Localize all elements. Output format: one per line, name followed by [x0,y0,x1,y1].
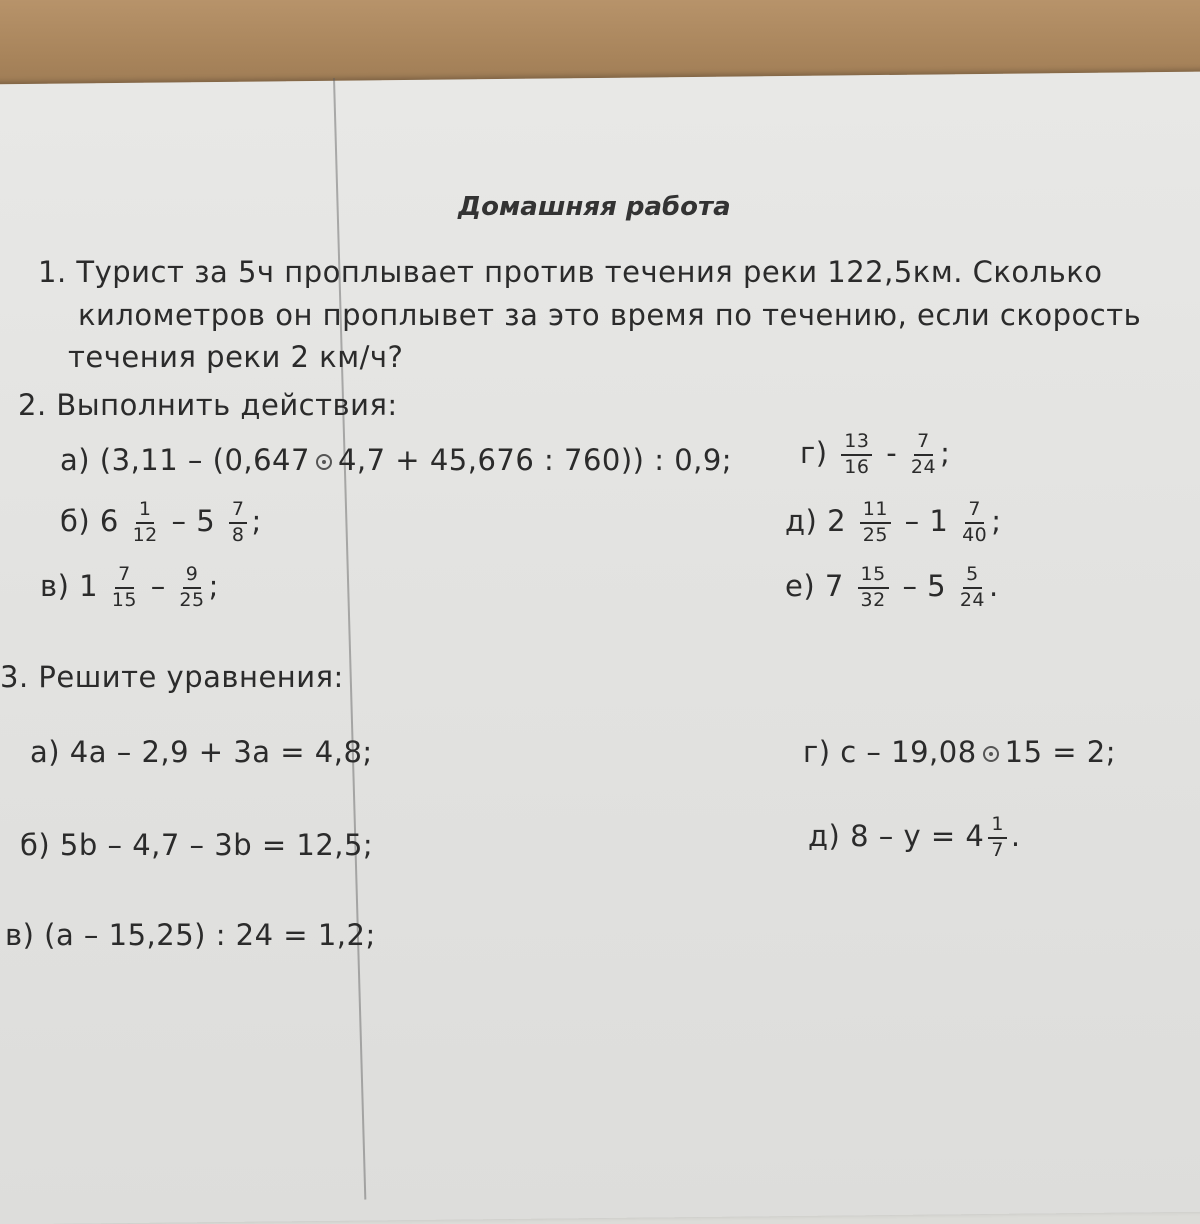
task3-item-d [808,815,1021,861]
numerator: 5 [963,565,982,589]
task3-item-v: в) (а – 15,25) : 24 = 1,2; [5,918,376,952]
operator: – 1 [904,503,949,538]
page-title: Домашняя работа [458,192,731,222]
task2-d-label: д) 2 [785,503,847,538]
task2-e-label: е) 7 [785,568,844,603]
denominator: 12 [132,523,158,546]
task3-g-before: г) с – 19,08 [803,735,977,769]
punctuation: . [989,568,999,603]
paper-sheet [0,72,1200,1224]
numerator: 9 [183,565,202,589]
numerator: 13 [841,432,872,456]
fraction [229,500,248,546]
numerator: 11 [860,500,891,524]
numerator: 7 [229,500,248,524]
task2-item-v [40,565,219,611]
multiply-dot-icon [316,454,332,470]
numerator: 15 [858,565,889,589]
task1-line1: 1. Турист за 5ч проплывает против течения реки 122,5км. Сколько [38,255,1103,289]
task3-heading: 3. Решите уравнения: [0,660,344,694]
operator: – 5 [902,568,947,603]
denominator: 7 [991,838,1004,861]
operator: – 5 [171,503,216,538]
task2-g-label: г) [800,435,828,470]
denominator: 8 [231,523,245,546]
numerator: 1 [988,815,1007,839]
numerator: 7 [914,432,933,456]
denominator: 24 [959,588,986,611]
numerator: 1 [136,500,155,524]
task3-d-label: д) 8 – у = 4 [808,818,985,853]
task2-item-g [800,432,950,478]
denominator: 32 [860,588,886,611]
task3-item-b: б) 5b – 4,7 – 3b = 12,5; [20,828,374,862]
task2-v-label: в) 1 [40,568,99,603]
fraction [179,565,204,611]
denominator: 25 [862,523,888,546]
punctuation: ; [208,568,219,603]
task2-item-e [785,565,999,611]
denominator: 15 [111,588,137,611]
denominator: 16 [844,455,870,478]
operator: - [886,435,898,470]
multiply-dot-icon [983,746,999,762]
punctuation: ; [251,503,262,538]
task2-item-d [785,500,1002,546]
fraction [988,815,1007,861]
fraction [112,565,137,611]
operator: – [150,568,166,603]
fraction [858,565,889,611]
numerator: 7 [115,565,134,589]
fraction [960,565,985,611]
task1-line3: течения реки 2 км/ч? [68,340,404,374]
denominator: 24 [910,455,937,478]
task3-g-after: 15 = 2; [1004,735,1117,769]
task3-item-g [803,735,1116,769]
punctuation: ; [940,435,951,470]
task2-a-after: 4,7 + 45,676 : 760)) : 0,9; [337,443,733,477]
denominator: 40 [962,523,988,546]
task2-b-label: б) 6 [60,503,119,538]
task2-heading: 2. Выполнить действия: [18,388,398,422]
task2-a-before: а) (3,11 – (0,647 [60,443,310,477]
denominator: 25 [179,588,205,611]
fraction [911,432,936,478]
fraction [841,432,872,478]
numerator: 7 [965,500,984,524]
fraction [133,500,158,546]
task1-line2: километров он проплывет за это время по течению, если скорость [78,298,1142,332]
fraction [962,500,987,546]
task2-item-b [60,500,262,546]
task3-item-a: а) 4а – 2,9 + 3а = 4,8; [30,735,373,769]
task2-item-a [60,443,732,477]
fraction [860,500,891,546]
punctuation: ; [991,503,1002,538]
punctuation: . [1010,818,1021,853]
